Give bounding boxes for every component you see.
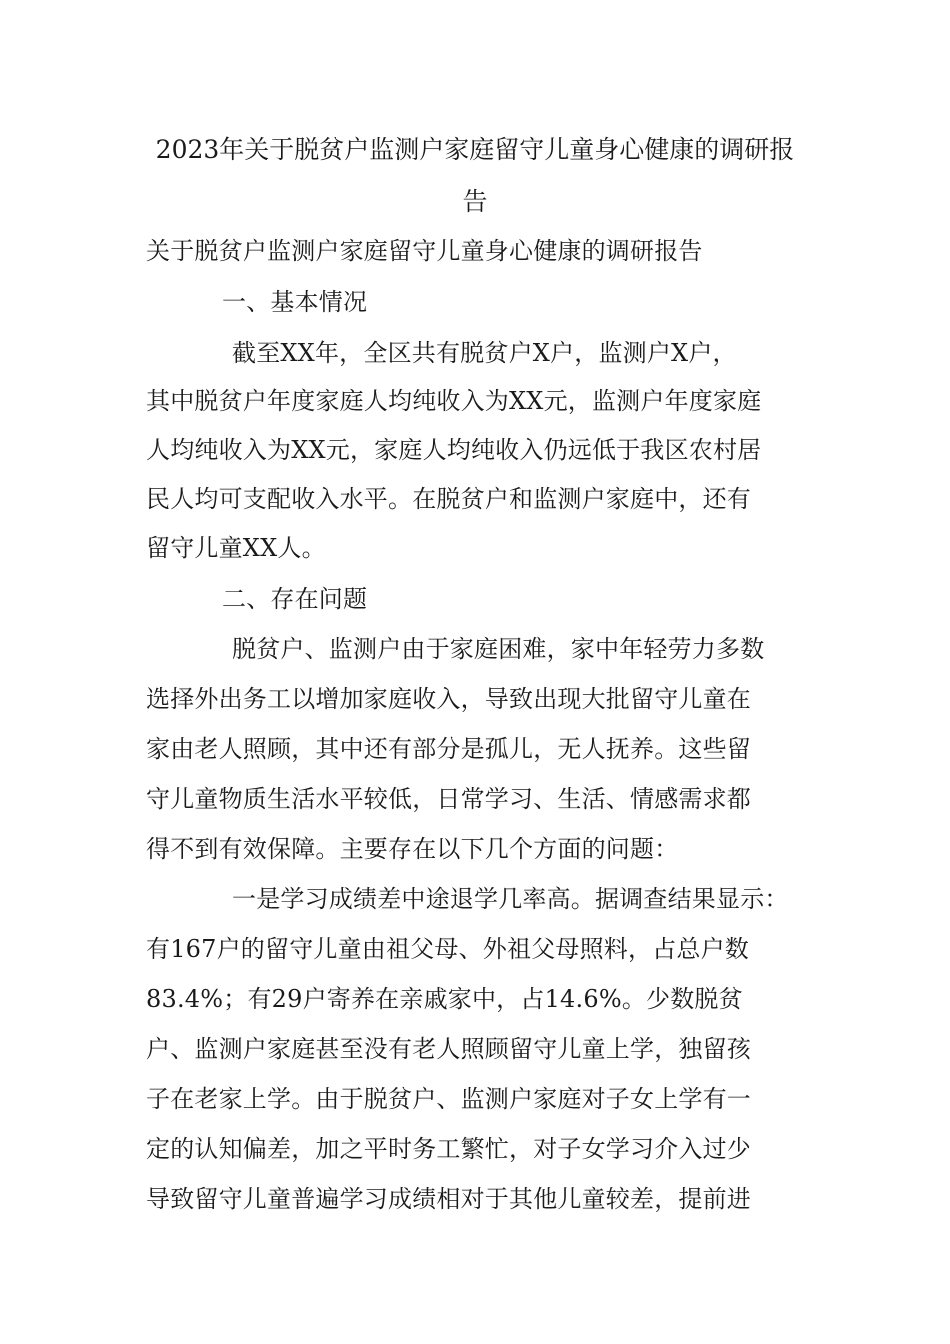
paragraph-line: 选择外出务工以增加家庭收入，导致出现大批留守儿童在 <box>146 685 751 713</box>
section-heading-problems: 二、存在问题 <box>222 585 368 613</box>
paragraph-line: 有167户的留守儿童由祖父母、外祖父母照料，占总户数 <box>146 935 750 963</box>
paragraph-line: 守儿童物质生活水平较低，日常学习、生活、情感需求都 <box>146 785 751 813</box>
paragraph-line: 其中脱贫户年度家庭人均纯收入为XX元，监测户年度家庭 <box>146 387 762 415</box>
paragraph-line: 户、监测户家庭甚至没有老人照顾留守儿童上学，独留孩 <box>146 1035 751 1063</box>
paragraph-line: 导致留守儿童普遍学习成绩相对于其他儿童较差，提前进 <box>146 1185 751 1213</box>
paragraph-line: 留守儿童XX人。 <box>146 534 326 562</box>
paragraph-line: 定的认知偏差，加之平时务工繁忙，对子女学习介入过少 <box>146 1135 751 1163</box>
document-subtitle: 关于脱贫户监测户家庭留守儿童身心健康的调研报告 <box>146 237 703 265</box>
document-title-line-1: 2023年关于脱贫户监测户家庭留守儿童身心健康的调研报 <box>155 135 795 164</box>
paragraph-line: 一是学习成绩差中途退学几率高。据调查结果显示： <box>232 885 789 913</box>
paragraph-line: 脱贫户、监测户由于家庭困难，家中年轻劳力多数 <box>232 635 765 663</box>
paragraph-line: 子在老家上学。由于脱贫户、监测户家庭对子女上学有一 <box>146 1085 751 1113</box>
paragraph-line: 家由老人照顾，其中还有部分是孤儿，无人抚养。这些留 <box>146 735 751 763</box>
section-heading-basic-situation: 一、基本情况 <box>222 288 368 316</box>
document-title-line-2: 告 <box>462 187 488 216</box>
paragraph-line: 人均纯收入为XX元，家庭人均纯收入仍远低于我区农村居 <box>146 436 762 464</box>
paragraph-line: 民人均可支配收入水平。在脱贫户和监测户家庭中，还有 <box>146 485 751 513</box>
paragraph-line: 截至XX年，全区共有脱贫户X户，监测户X户， <box>232 339 737 367</box>
paragraph-line: 得不到有效保障。主要存在以下几个方面的问题： <box>146 835 679 863</box>
paragraph-line: 83.4%；有29户寄养在亲戚家中，占14.6%。少数脱贫 <box>146 985 743 1013</box>
